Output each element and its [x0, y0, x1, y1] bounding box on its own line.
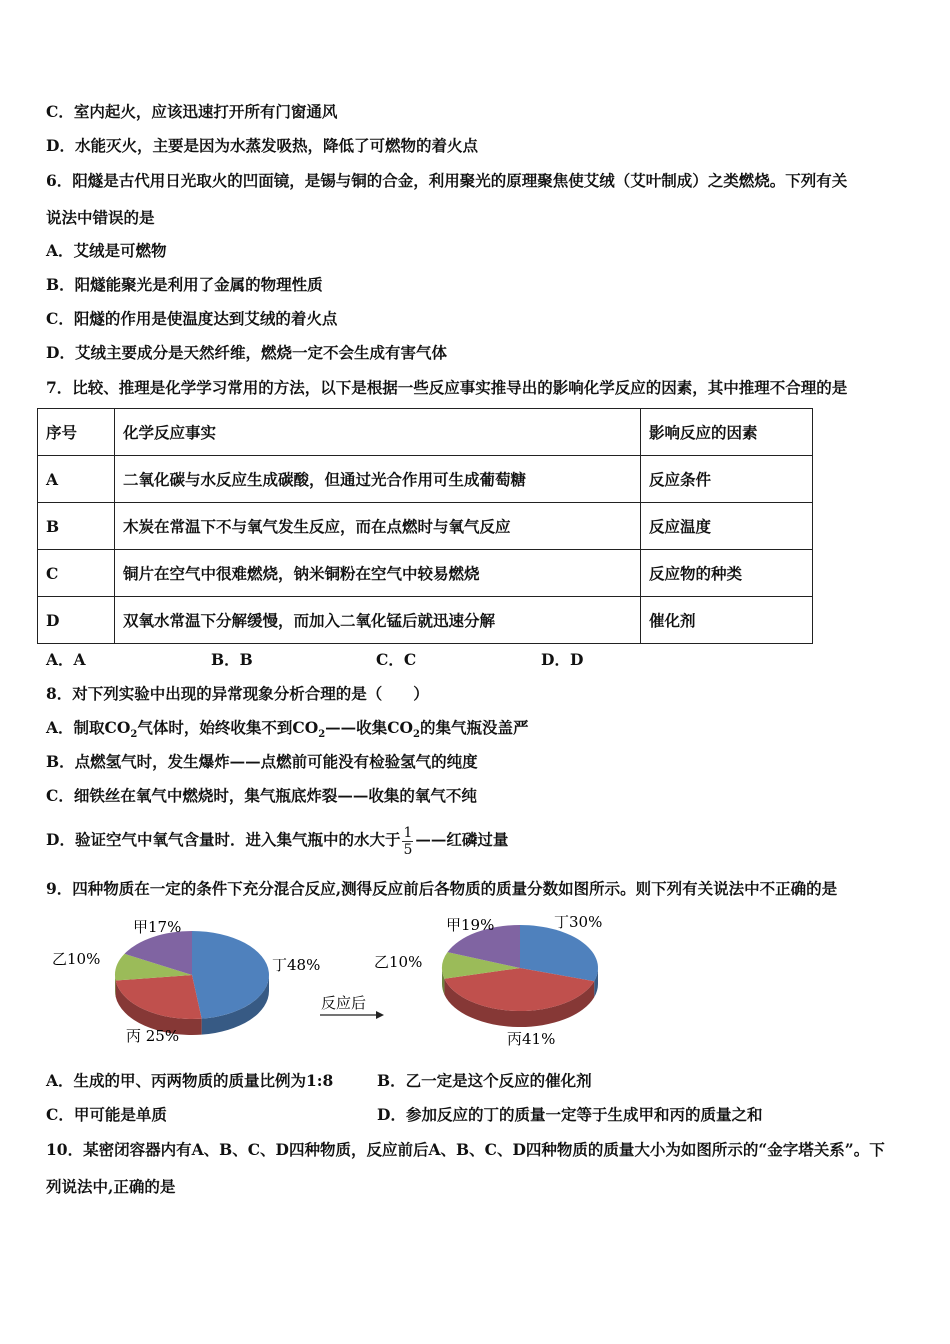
table-cell: 双氧水常温下分解缓慢，而加入二氧化锰后就迅速分解	[115, 597, 641, 644]
table-header-cell: 序号	[38, 409, 115, 456]
table-cell: 反应条件	[641, 456, 813, 503]
q9-option-d: D．参加反应的丁的质量一定等于生成甲和丙的质量之和	[377, 1105, 763, 1124]
q10-stem-line2: 列说法中,正确的是	[46, 1177, 176, 1196]
table-cell: 反应温度	[641, 503, 813, 550]
pie-before-label-ding: 丁48%	[272, 956, 321, 974]
co2-text: CO	[292, 718, 319, 737]
q8-option-a-part4: 的集气瓶没盖严	[420, 718, 529, 737]
q7-option-d: D．D	[541, 650, 584, 669]
pie-after-label-ding: 丁30%	[554, 913, 603, 931]
q7-table	[37, 408, 813, 644]
table-cell: 铜片在空气中很难燃烧，钠米铜粉在空气中较易燃烧	[115, 550, 641, 597]
q9-pie-charts	[0, 905, 950, 1060]
q6-stem-line2: 说法中错误的是	[46, 208, 155, 227]
q8-option-a-part3: ——收集	[325, 718, 388, 737]
table-cell: D	[38, 597, 115, 644]
table-row	[38, 456, 813, 503]
q9-stem: 9．四种物质在一定的条件下充分混合反应,测得反应前后各物质的质量分数如图所示。则下列有关说法中不正确的是	[46, 879, 838, 898]
table-cell: 二氧化碳与水反应生成碳酸，但通过光合作用可生成葡萄糖	[115, 456, 641, 503]
q9-option-c: C．甲可能是单质	[46, 1105, 167, 1124]
table-header-cell: 化学反应事实	[115, 409, 641, 456]
q6-stem-line1: 6．阳燧是古代用日光取火的凹面镜，是锡与铜的合金，利用聚光的原理聚焦使艾绒（艾叶制成）之类燃烧。下列有关	[46, 171, 848, 190]
q7-stem: 7．比较、推理是化学学习常用的方法，以下是根据一些反应事实推导出的影响化学反应的因素，其中推理不合理的是	[46, 378, 848, 397]
q6-option-d: D．艾绒主要成分是天然纤维，燃烧一定不会生成有害气体	[46, 343, 447, 362]
co2-formula: $CO_2$	[104, 718, 138, 741]
q7-option-b: B．B	[211, 650, 253, 669]
pie-before-label-yi: 乙10%	[52, 950, 101, 968]
q5-option-d: D．水能灭火，主要是因为水蒸发吸热，降低了可燃物的着火点	[46, 136, 478, 155]
table-cell: 木炭在常温下不与氧气发生反应，而在点燃时与氧气反应	[115, 503, 641, 550]
table-row	[38, 597, 813, 644]
q9-option-b: B．乙一定是这个反应的催化剂	[377, 1071, 592, 1090]
q8-option-d-part1: D．验证空气中氧气含量时．进入集气瓶中的水大于	[46, 830, 401, 849]
table-cell: 催化剂	[641, 597, 813, 644]
q9-option-a: A．生成的甲、丙两物质的质量比例为1:8	[46, 1071, 334, 1090]
pie-before-label-bing: 丙 25%	[126, 1027, 180, 1045]
q10-stem-line1: 10．某密闭容器内有A、B、C、D四种物质，反应前后A、B、C、D四种物质的质量大小为如图所示的“金字塔关系”。下	[46, 1140, 885, 1159]
table-header-cell: 影响反应的因素	[641, 409, 813, 456]
co2-formula: $CO_2$	[292, 718, 326, 741]
pie-after-label-bing: 丙41%	[507, 1030, 556, 1048]
fraction-one-fifth	[402, 825, 413, 858]
q8-option-c: C．细铁丝在氧气中燃烧时，集气瓶底炸裂——收集的氧气不纯	[46, 786, 477, 805]
fraction-numerator: 1	[403, 824, 413, 841]
q8-option-a-part2: 气体时，始终收集不到	[137, 718, 293, 737]
table-row	[38, 550, 813, 597]
pie-chart-after	[442, 925, 598, 1027]
q7-option-a: A．A	[46, 650, 86, 669]
table-header-row	[38, 409, 813, 456]
q6-option-b: B．阳燧能聚光是利用了金属的物理性质	[46, 275, 323, 294]
co2-text: CO	[387, 718, 414, 737]
table-cell: C	[38, 550, 115, 597]
q8-stem: 8．对下列实验中出现的异常现象分析合理的是（ ）	[46, 684, 429, 703]
pie-before-label-jia: 甲17%	[133, 918, 182, 936]
table-row	[38, 503, 813, 550]
table-cell: A	[38, 456, 115, 503]
q8-option-a	[46, 718, 529, 745]
q8-option-a-part1: A．制取	[46, 718, 105, 737]
q7-option-c: C．C	[376, 650, 417, 669]
pie-after-label-yi: 乙10%	[374, 953, 423, 971]
table-cell: B	[38, 503, 115, 550]
co2-text: CO	[104, 718, 131, 737]
pie-chart-before	[115, 931, 269, 1035]
pie-after-label-jia: 甲19%	[446, 916, 495, 934]
q8-option-b: B．点燃氢气时，发生爆炸——点燃前可能没有检验氢气的纯度	[46, 752, 478, 771]
q8-option-d	[46, 822, 508, 858]
fraction-denominator: 5	[403, 841, 413, 858]
table-cell: 反应物的种类	[641, 550, 813, 597]
arrow-head-icon	[376, 1011, 384, 1019]
q6-option-a: A．艾绒是可燃物	[46, 241, 167, 260]
q8-option-d-part2: ——红磷过量	[415, 830, 509, 849]
q5-option-c: C．室内起火，应该迅速打开所有门窗通风	[46, 102, 338, 121]
arrow-label: 反应后	[321, 994, 367, 1012]
co2-formula: $CO_2$	[387, 718, 420, 741]
q6-option-c: C．阳燧的作用是使温度达到艾绒的着火点	[46, 309, 338, 328]
